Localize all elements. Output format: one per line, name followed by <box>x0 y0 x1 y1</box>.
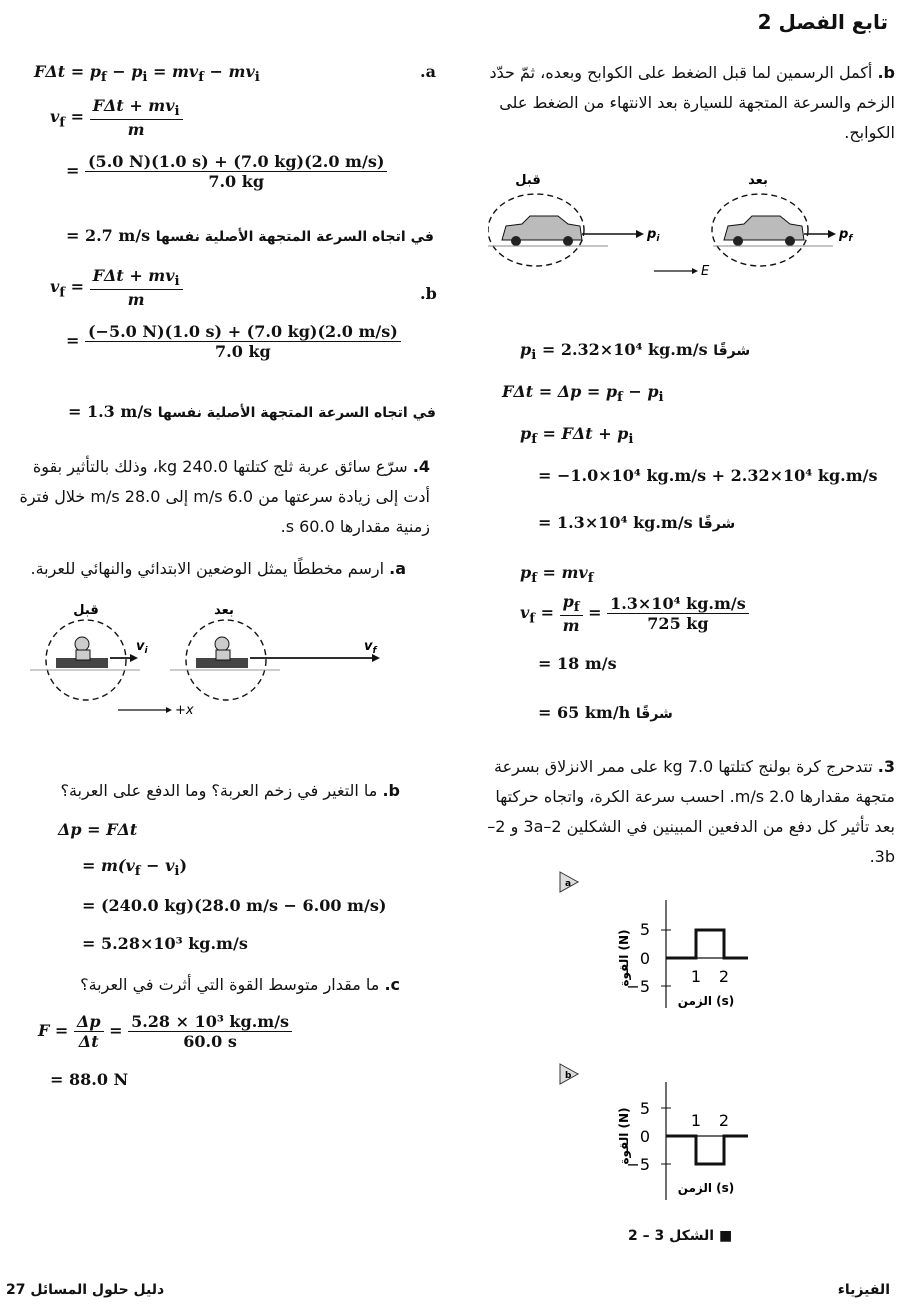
chart-b-xlabel: الزمن (s) <box>677 1181 735 1195</box>
vf-label: $v_f$ <box>364 639 377 656</box>
pf-label: $p_f$ <box>839 227 853 244</box>
eq-impulse: $F\Delta t = \Delta p = p_f - p_i$ <box>502 382 664 406</box>
chart-a-xlabel: الزمن (s) <box>677 994 735 1008</box>
eq-a-impulse: $F\Delta t = p_f - p_i = mv_f - mv_i$ <box>34 62 260 86</box>
chart-a-xtick-1: 1 <box>690 967 702 986</box>
eq-a-numeric: = $\frac{(5.0 N)(1.0 s) + (7.0 kg)(2.0 m/s)}{7.0 kg}$ <box>66 152 387 191</box>
chart-b-xtick-1: 1 <box>690 1111 702 1130</box>
eq-b-vf: $v_f$ = $\frac{F\Delta t + mv_i}{m}$ <box>50 266 183 309</box>
question-3-number: 3. <box>877 757 895 776</box>
snow-after-label: بعد <box>214 603 234 618</box>
eq-pf-mv: $p_f = mv_f$ <box>520 563 594 587</box>
chart-b-xtick-2: 2 <box>718 1111 730 1130</box>
car-before-icon <box>502 216 582 246</box>
question-4-number: 4. <box>412 457 430 476</box>
footer-subject: الفيزياء <box>837 1282 890 1298</box>
question-4-body: سرّع سائق عربة ثلج كتلتها 240.0 kg، وذلك بالتأثير بقوة أدت إلى زيادة سرعتها من 6.0 m/s إلى 28.0 m/s خلال فترة زمنية مقدارها 60.0 s. <box>19 457 430 536</box>
snowmobile-before-icon <box>56 637 108 668</box>
panel-a-letter: a <box>565 879 572 889</box>
chart-a-ytick-0: 0 <box>639 949 650 968</box>
question-b-text <box>470 58 895 148</box>
eq-a-result: = 2.7 m/s في اتجاه السرعة المتجهة الأصلية نفسها <box>66 226 434 245</box>
snowmobile-diagram <box>30 598 390 724</box>
question-b-label: b. <box>877 63 895 82</box>
question-4c-body: ما مقدار متوسط القوة التي أثرت في العربة؟ <box>80 975 380 994</box>
eq-4b-numeric: = (240.0 kg)(28.0 m/s − 6.00 m/s) <box>82 896 387 915</box>
eq-vf-fraction: $v_f$ = $\frac{p_f}{m}$ = $\frac{\text{1.3×10⁴ kg.m/s}}{725 kg}$ <box>520 592 749 635</box>
question-4c-label: c. <box>384 975 400 994</box>
question-3-body: تتدحرج كرة بولنج كتلتها 7.0 kg على ممر الانزلاق بسرعة متجهة مقدارها 2.0 m/s. احسب سرعة الكرة، واتجاه حركتها بعد تأثير كل دفع من الدفعين المبينين في الشكلين 2–3a و 2–3b. <box>487 757 895 866</box>
force-chart-a <box>558 868 768 1018</box>
chart-a-ytick-5: 5 <box>639 920 650 939</box>
chart-b-ytick-0: 0 <box>639 1127 650 1146</box>
snow-before-label: قبل <box>73 603 99 618</box>
force-chart-b <box>558 1060 768 1210</box>
car-before-label: قبل <box>515 173 541 188</box>
chart-a-ylabel: القوة (N) <box>617 929 631 987</box>
question-4a-label: a. <box>389 559 406 578</box>
eq-4c-result: = 88.0 N <box>50 1070 129 1089</box>
question-3 <box>470 752 895 872</box>
question-4b-body: ما التغير في زخم العربة؟ وما الدفع على العربة؟ <box>60 781 378 800</box>
eq-pf-def: $p_f = F\Delta t + p_i$ <box>520 424 634 448</box>
question-4 <box>4 452 430 542</box>
footer-guide: دليل حلول المسائل 27 <box>6 1282 165 1298</box>
eq-vf-ms: = 18 m/s <box>538 654 617 673</box>
e-label: E <box>701 264 710 279</box>
eq-4c-force: F = $\frac{\Delta p}{\Delta t}$ = $\frac{\text{5.28 × 10³ kg.m/s}}{60.0 s}$ <box>38 1012 292 1051</box>
question-4a <box>4 554 406 584</box>
eq-4b-dp: Δp = FΔt <box>58 820 138 839</box>
eq-vf-kmh: = 65 km/h شرقًا <box>538 703 673 722</box>
snowmobile-after-icon <box>196 637 248 668</box>
pi-label: $p_i$ <box>647 227 660 244</box>
eq-pi: $p_i = 2.32\times 10^4$ kg.m/s شرقًا <box>520 340 751 364</box>
x-direction-label: +x <box>175 703 194 718</box>
question-b-body: أكمل الرسمين لما قبل الضغط على الكوابح وبعده، ثمّ حدّد الزخم والسرعة المتجهة للسيارة بعد الانتهاء من الضغط على الكوابح. <box>489 63 895 142</box>
question-4c <box>70 970 400 1000</box>
eq-4b-mdv: = $m(v_f - v_i)$ <box>82 856 188 880</box>
part-a-label: .a <box>420 62 436 81</box>
question-4a-body: ارسم مخططًا يمثل الوضعين الابتدائي والنهائي للعربة. <box>30 559 385 578</box>
eq-b-numeric: = $\frac{(-5.0 N)(1.0 s) + (7.0 kg)(2.0 m/s)}{7.0 kg}$ <box>66 322 401 361</box>
chart-b-ylabel: القوة (N) <box>617 1107 631 1165</box>
eq-pf-sub: = −1.0×10⁴ kg.m/s + 2.32×10⁴ kg.m/s <box>538 466 878 485</box>
chapter-header: تابع الفصل 2 <box>757 10 888 34</box>
car-diagram <box>488 166 868 286</box>
vi-label: $v_i$ <box>136 639 148 656</box>
question-4b-label: b. <box>382 781 400 800</box>
question-4b <box>50 776 400 806</box>
figure-caption: ■ الشكل 3 – 2 <box>628 1228 733 1244</box>
chart-b-force-line <box>666 1136 748 1164</box>
car-after-icon <box>724 216 804 246</box>
part-b-label: .b <box>420 284 437 303</box>
car-after-label: بعد <box>748 173 768 188</box>
eq-a-vf: $v_f$ = $\frac{F\Delta t + mv_i}{m}$ <box>50 96 183 139</box>
chart-a-ytick-neg5: −5 <box>626 977 650 996</box>
eq-pf-value: = 1.3×10⁴ kg.m/s شرقًا <box>538 513 736 532</box>
chart-b-ytick-neg5: −5 <box>626 1155 650 1174</box>
chart-b-ytick-5: 5 <box>639 1099 650 1118</box>
chart-a-xtick-2: 2 <box>718 967 730 986</box>
eq-4b-result: = 5.28×10³ kg.m/s <box>82 934 248 953</box>
chart-a-force-line <box>666 930 748 958</box>
panel-b-letter: b <box>565 1071 572 1081</box>
eq-b-result: = 1.3 m/s في اتجاه السرعة المتجهة الأصلية نفسها <box>68 402 436 421</box>
